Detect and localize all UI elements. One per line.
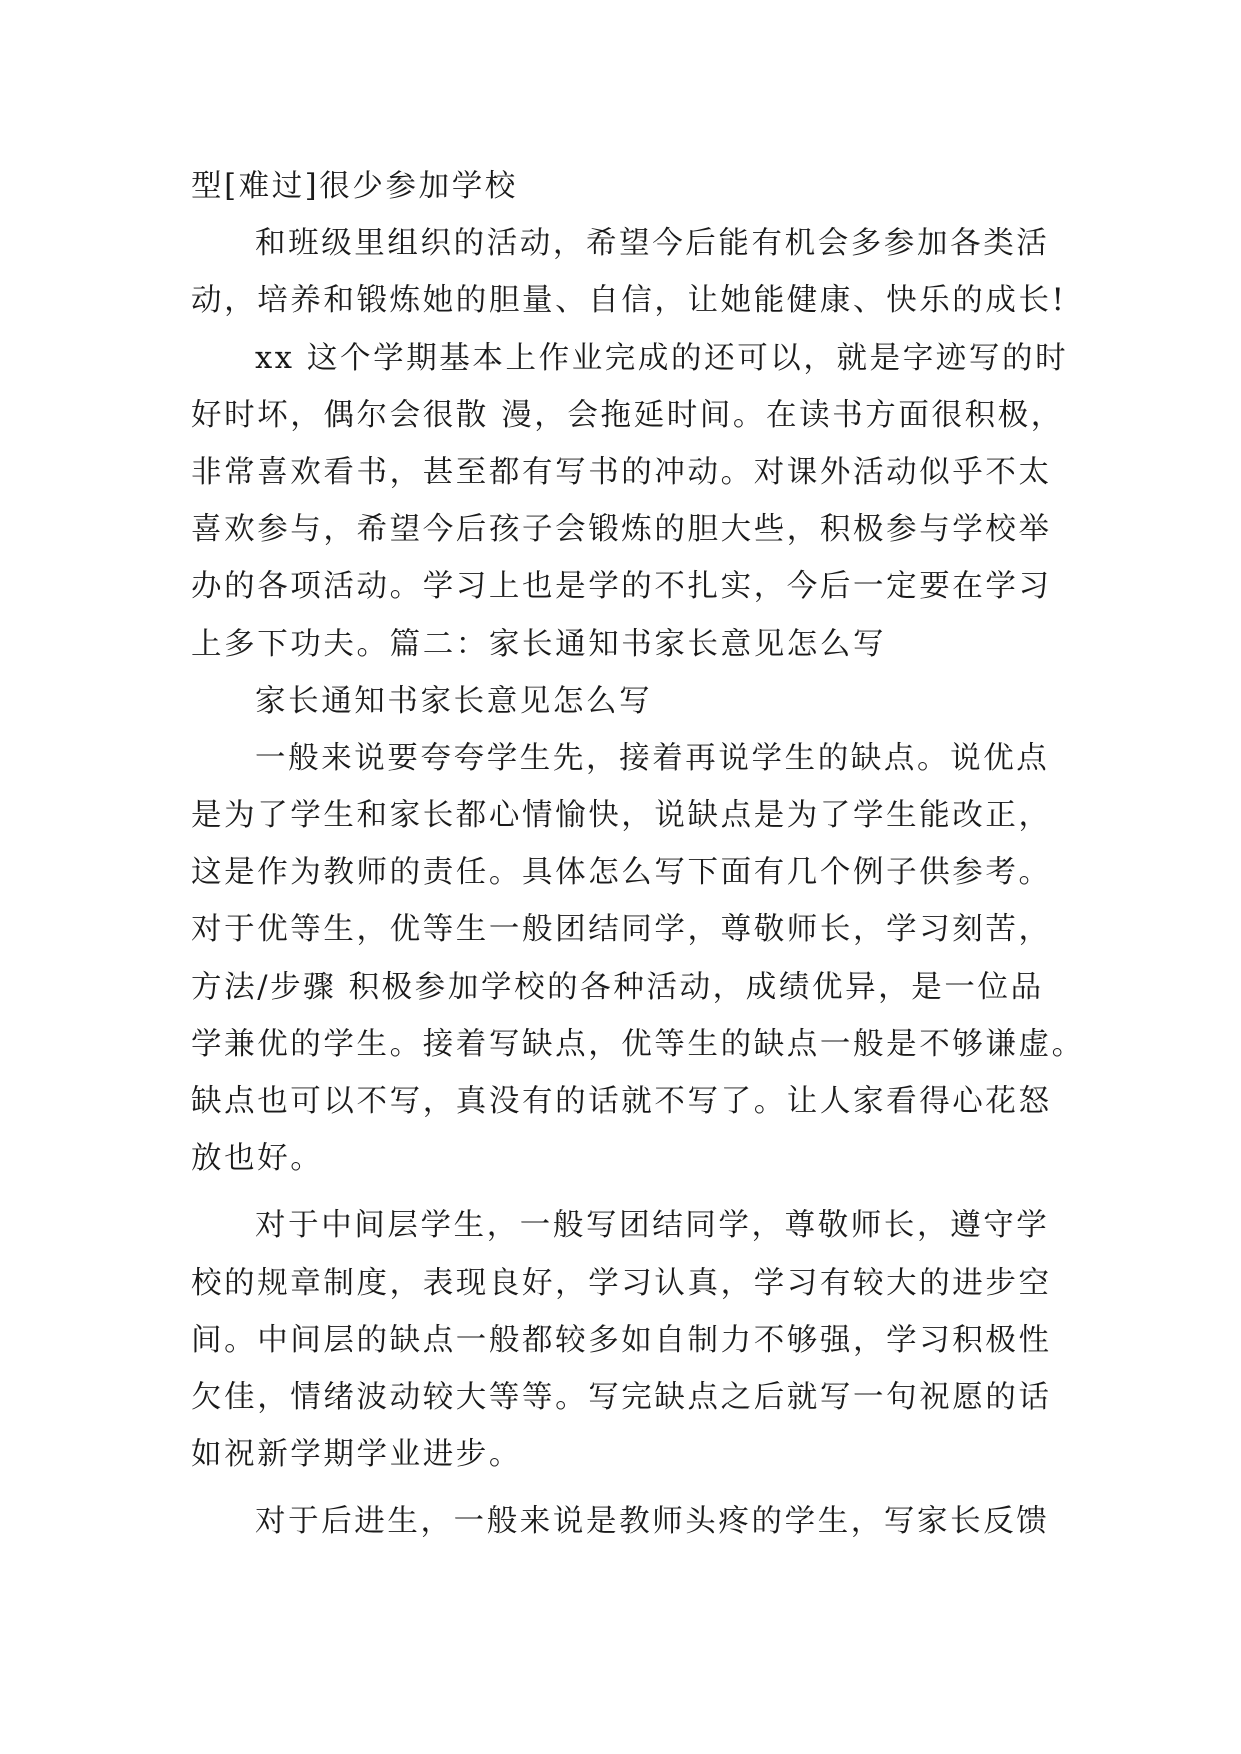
text-line: 和班级里组织的活动，希望今后能有机会多参加各类活 xyxy=(255,226,1050,262)
text-line: 喜欢参与，希望今后孩子会锻炼的胆大些，积极参与学校举 xyxy=(191,512,1052,548)
text-line: 对于中间层学生，一般写团结同学，尊敬师长，遵守学 xyxy=(255,1208,1050,1244)
text-line: 上多下功夫。篇二：家长通知书家长意见怎么写 xyxy=(191,626,887,662)
body-text xyxy=(191,158,1085,1551)
text-line: 欠佳，情绪波动较大等等。写完缺点之后就写一句祝愿的话 xyxy=(191,1379,1052,1415)
text-line: 学兼优的学生。接着写缺点，优等生的缺点一般是不够谦虚。 xyxy=(191,1026,1085,1062)
text-line: 放也好。 xyxy=(191,1141,324,1177)
text-line: 对于优等生，优等生一般团结同学，尊敬师长，学习刻苦， xyxy=(191,912,1052,948)
text-line: 是为了学生和家长都心情愉快，说缺点是为了学生能改正， xyxy=(191,798,1052,834)
text-line: 间。中间层的缺点一般都较多如自制力不够强，学习积极性 xyxy=(191,1322,1052,1358)
text-line: 缺点也可以不写，真没有的话就不写了。让人家看得心花怒 xyxy=(191,1084,1052,1119)
text-line: 对于后进生，一般来说是教师头疼的学生，写家长反馈 xyxy=(255,1504,1050,1540)
text-line: 方法/步骤 积极参加学校的各种活动，成绩优异，是一位品 xyxy=(191,969,1044,1005)
text-line: 动，培养和锻炼她的胆量、自信，让她能健康、快乐的成长! xyxy=(191,283,1067,319)
text-line: 非常喜欢看书，甚至都有写书的冲动。对课外活动似乎不太 xyxy=(191,454,1052,490)
text-line: 这是作为教师的责任。具体怎么写下面有几个例子供参考。 xyxy=(191,855,1052,891)
text-line: 好时坏，偶尔会很散 漫，会拖延时间。在读书方面很积极， xyxy=(191,397,1064,433)
text-line: 如祝新学期学业进步。 xyxy=(191,1437,522,1473)
text-line: xx 这个学期基本上作业完成的还可以，就是字迹写的时 xyxy=(255,340,1069,376)
text-line: 校的规章制度，表现良好，学习认真，学习有较大的进步空 xyxy=(191,1265,1052,1301)
text-line: 一般来说要夸夸学生先，接着再说学生的缺点。说优点 xyxy=(255,740,1050,776)
text-line: 家长通知书家长意见怎么写 xyxy=(255,683,653,719)
text-line: 办的各项活动。学习上也是学的不扎实，今后一定要在学习 xyxy=(191,569,1052,605)
text-line: 型[难过]很少参加学校 xyxy=(191,169,518,204)
